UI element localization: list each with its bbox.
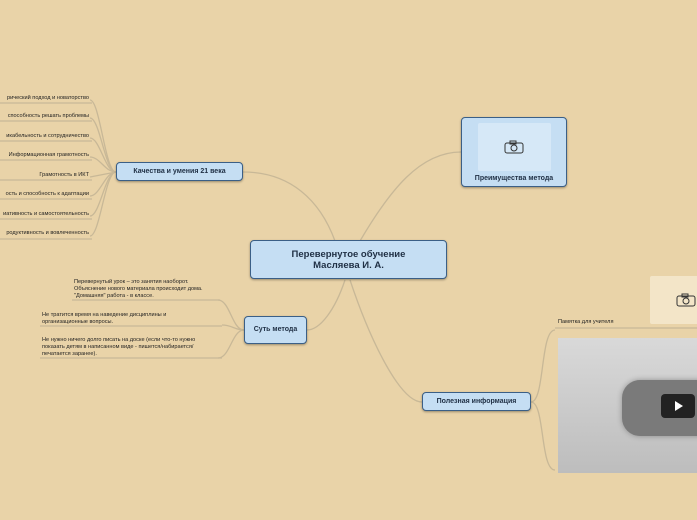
branch-method-essence[interactable] [244, 316, 307, 344]
branch-label: Полезная информация [436, 398, 517, 405]
camera-icon [676, 293, 696, 307]
leaf-item: Не нужно ничего долго писать на доске (если что-то нужно показать детям в написанном виде - пишется/набирается/печатается заранее). [42, 337, 196, 357]
teacher-memo-label: Памятка для учителя [558, 319, 614, 325]
central-topic[interactable] [250, 240, 447, 279]
branch-useful-info[interactable] [422, 392, 531, 411]
video-thumbnail[interactable] [558, 338, 697, 473]
leaf-item: ость и способность к адаптации [5, 191, 89, 197]
branch-label: Преимущества метода [474, 175, 554, 182]
camera-icon [504, 140, 524, 154]
central-topic-label: Перевернутое обучение Масляева И. А. [291, 248, 406, 271]
leaf-item: иативность и самостоятельность [3, 211, 89, 217]
leaf-item: Информационная грамотность [8, 152, 89, 158]
leaf-item: рический подход и новаторство [6, 95, 89, 101]
leaf-item: икабельность и сотрудничество [6, 133, 89, 139]
leaf-item: родуктивность и вовлеченность [6, 230, 89, 236]
branch-qualities-21-century[interactable] [116, 162, 243, 181]
leaf-item: Не тратится время на наведение дисциплины и организационные вопросы. [42, 312, 167, 325]
play-button[interactable] [661, 394, 695, 418]
play-icon [672, 400, 684, 412]
teacher-memo-image[interactable] [650, 276, 697, 324]
branch-label: Качества и умения 21 века [133, 168, 226, 175]
image-placeholder [478, 123, 551, 171]
leaf-item: способность решать проблемы [7, 113, 89, 119]
branch-label: Суть метода [253, 326, 298, 333]
leaf-item: Грамотность в ИКТ [39, 172, 89, 178]
branch-method-advantages[interactable] [461, 117, 567, 187]
leaf-item: Перевернутый урок – это занятия наоборот. Объяснение нового материала происходит дома. "Домашняя" работа - в классе. [74, 279, 203, 299]
